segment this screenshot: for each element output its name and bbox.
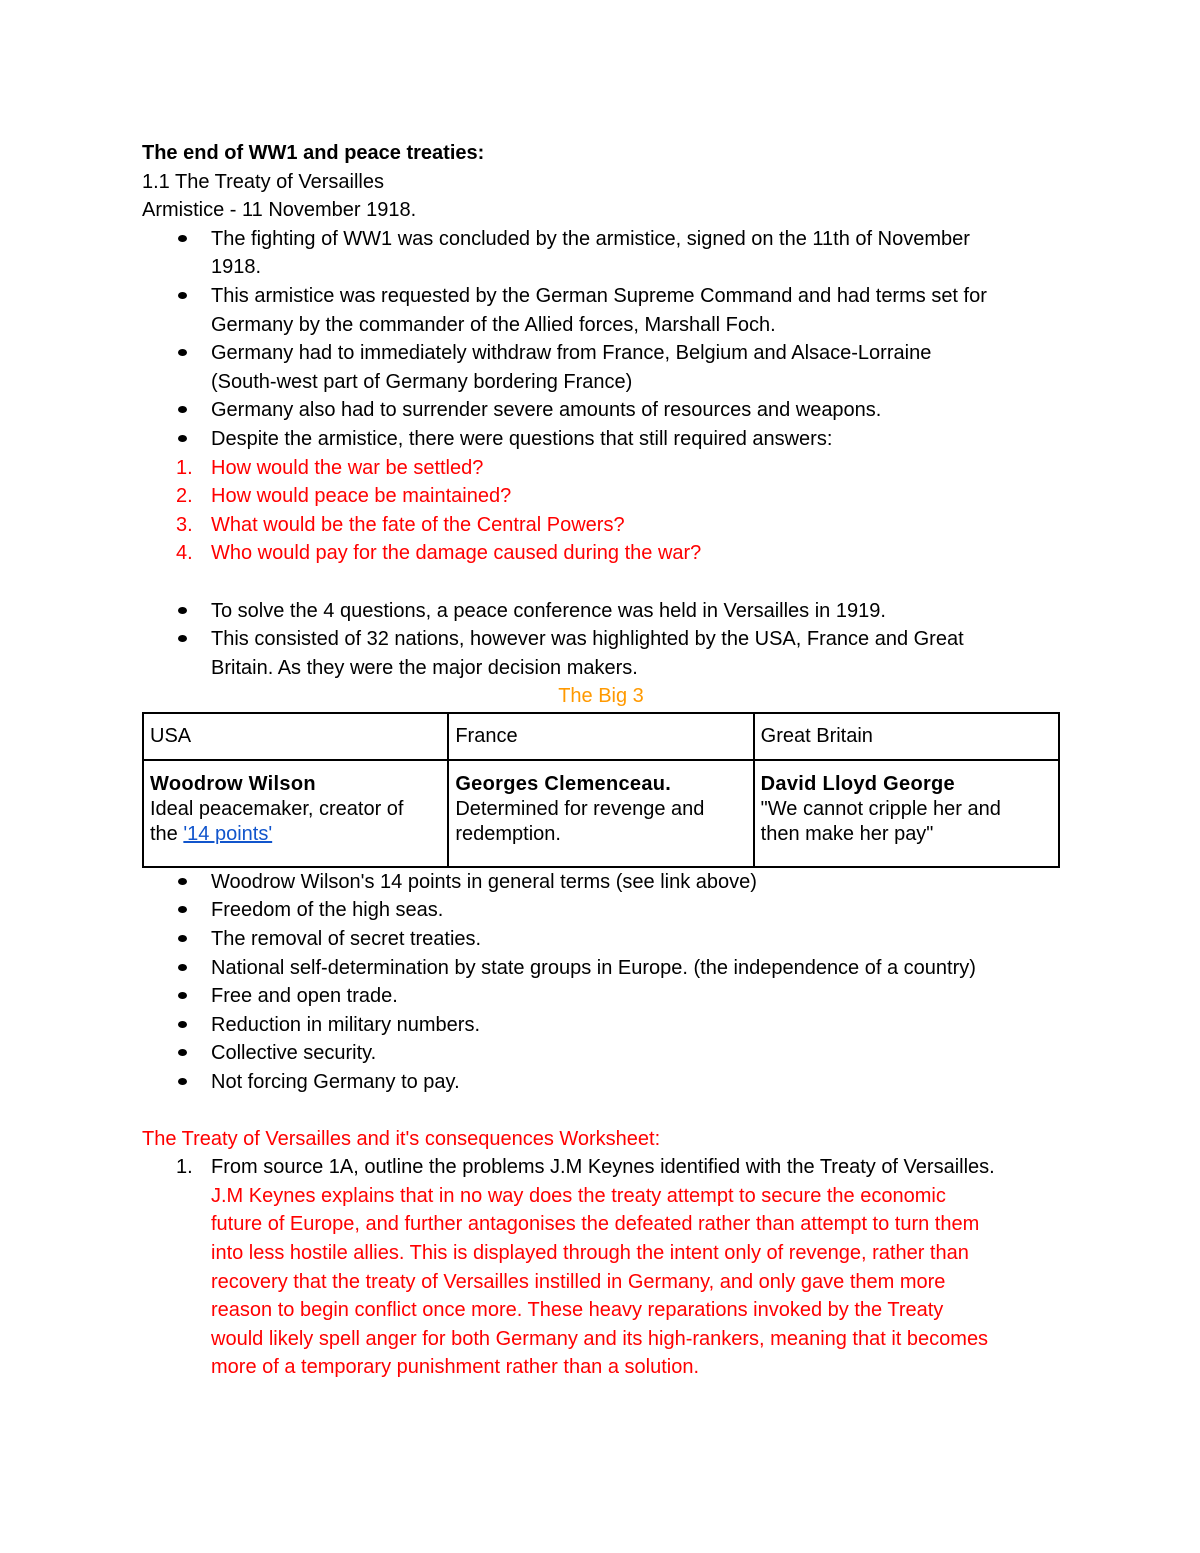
bullet-icon — [178, 635, 187, 642]
list-item: Germany had to immediately withdraw from France, Belgium and Alsace-Lorraine (South-west part of Germany bordering France) — [142, 339, 1062, 396]
list-item: The removal of secret treaties. — [142, 925, 1062, 954]
bullet-icon — [178, 292, 187, 299]
question-item: 3. What would be the fate of the Central Powers? — [176, 513, 625, 536]
section-subheading: 1.1 The Treaty of Versailles — [142, 170, 384, 193]
leader-desc: the '14 points' — [150, 822, 273, 845]
armistice-bullet-list — [142, 225, 1062, 454]
list-item: This armistice was requested by the German Supreme Command and had terms set for Germany by the commander of the Allied forces, Marshall Foch. — [142, 282, 1062, 339]
questions-list — [142, 454, 1062, 568]
bullet-icon — [178, 878, 187, 885]
list-item: Freedom of the high seas. — [142, 896, 1062, 925]
leader-desc: Ideal peacemaker, creator of — [150, 797, 404, 820]
leader-desc: then make her pay" — [760, 822, 934, 845]
list-item: Despite the armistice, there were questions that still required answers: — [142, 425, 1062, 454]
list-item: Reduction in military numbers. — [142, 1011, 1062, 1040]
question-text: From source 1A, outline the problems J.M Keynes identified with the Treaty of Versailles. — [211, 1156, 995, 1179]
answer-line: into less hostile allies. This is displayed through the intent only of revenge, rather than — [211, 1242, 969, 1264]
list-item: National self-determination by state groups in Europe. (the independence of a country) — [142, 954, 1062, 983]
bullet-icon — [178, 1021, 187, 1028]
leader-name: David Lloyd George — [760, 772, 955, 795]
list-item: This consisted of 32 nations, however was highlighted by the USA, France and Great Britain. As they were the major decision makers. — [142, 625, 1062, 682]
bullet-icon — [178, 906, 187, 913]
question-item: 4. Who would pay for the damage caused during the war? — [176, 542, 702, 565]
table-cell-country: France — [448, 713, 753, 760]
bullet-icon — [178, 935, 187, 942]
table-cell-leader — [143, 760, 448, 867]
list-item: Germany also had to surrender severe amounts of resources and weapons. — [142, 396, 1062, 425]
bullet-icon — [178, 992, 187, 999]
answer-line: J.M Keynes explains that in no way does the treaty attempt to secure the economic — [211, 1184, 946, 1207]
armistice-line: Armistice - 11 November 1918. — [142, 199, 417, 222]
list-item: To solve the 4 questions, a peace conference was held in Versailles in 1919. — [142, 597, 1062, 626]
fourteen-points-link[interactable]: '14 points' — [183, 822, 273, 845]
bullet-icon — [178, 406, 187, 413]
table-cell-leader — [754, 760, 1059, 867]
document-heading: The end of WW1 and peace treaties: — [142, 142, 485, 164]
list-item: Woodrow Wilson's 14 points in general terms (see link above) — [142, 868, 1062, 897]
conference-bullet-list — [142, 597, 1062, 683]
table-cell-country: USA — [143, 713, 448, 760]
list-item: Not forcing Germany to pay. — [142, 1068, 1062, 1097]
answer-line: reason to begin conflict once more. These heavy reparations invoked by the Treaty — [211, 1299, 944, 1322]
worksheet-question: 1. From source 1A, outline the problems J.M Keynes identified with the Treaty of Versailles. J.M Keynes explains that in no way does the treaty attempt to secure the economic future of Europe, and further antagonises the defeated rather than attempt to turn them into less hostile allies. This is displayed through the intent only of revenge, rather than recovery that the treaty of Versailles instilled in Germany, and only gave them more reason to begin conflict once more. These heavy reparations invoked by the Treaty would likely spell anger for both Germany and its high-rankers, meaning that it becomes more of a temporary punishment rather than a solution. — [142, 1153, 1062, 1382]
bullet-icon — [178, 607, 187, 614]
list-item: Collective security. — [142, 1039, 1062, 1068]
bullet-icon — [178, 235, 187, 242]
leader-desc: "We cannot cripple her and — [760, 797, 1001, 820]
document-page — [142, 139, 1062, 1382]
worksheet-title: The Treaty of Versailles and it's consequences Worksheet: — [142, 1127, 661, 1150]
leader-desc: Determined for revenge and — [455, 797, 705, 820]
question-item: 2. How would peace be maintained? — [176, 485, 512, 508]
bullet-icon — [178, 1049, 187, 1056]
bullet-icon — [178, 1078, 187, 1085]
spacer — [142, 568, 1062, 597]
bullet-icon — [178, 435, 187, 442]
leader-desc: redemption. — [455, 822, 561, 845]
worksheet-question-list — [142, 1153, 1062, 1382]
table-cell-country: Great Britain — [754, 713, 1059, 760]
big3-caption: The Big 3 — [558, 685, 644, 708]
answer-line: would likely spell anger for both Germany and its high-rankers, meaning that it becomes — [211, 1327, 989, 1350]
leader-name: Georges Clemenceau. — [455, 772, 672, 795]
bullet-icon — [178, 964, 187, 971]
big3-table — [142, 712, 1060, 868]
table-cell-leader — [448, 760, 753, 867]
question-item: 1. How would the war be settled? — [176, 456, 484, 479]
answer-line: more of a temporary punishment rather than a solution. — [211, 1356, 700, 1379]
fourteen-points-bullet-list — [142, 868, 1062, 1097]
leader-name: Woodrow Wilson — [150, 772, 316, 795]
answer-line: recovery that the treaty of Versailles instilled in Germany, and only gave them more — [211, 1270, 946, 1293]
table-row — [143, 760, 1059, 867]
answer-line: future of Europe, and further antagonises the defeated rather than attempt to turn them — [211, 1213, 980, 1236]
table-header-row — [143, 713, 1059, 760]
list-item: The fighting of WW1 was concluded by the armistice, signed on the 11th of November 1918. — [142, 225, 1062, 282]
bullet-icon — [178, 349, 187, 356]
list-item: Free and open trade. — [142, 982, 1062, 1011]
